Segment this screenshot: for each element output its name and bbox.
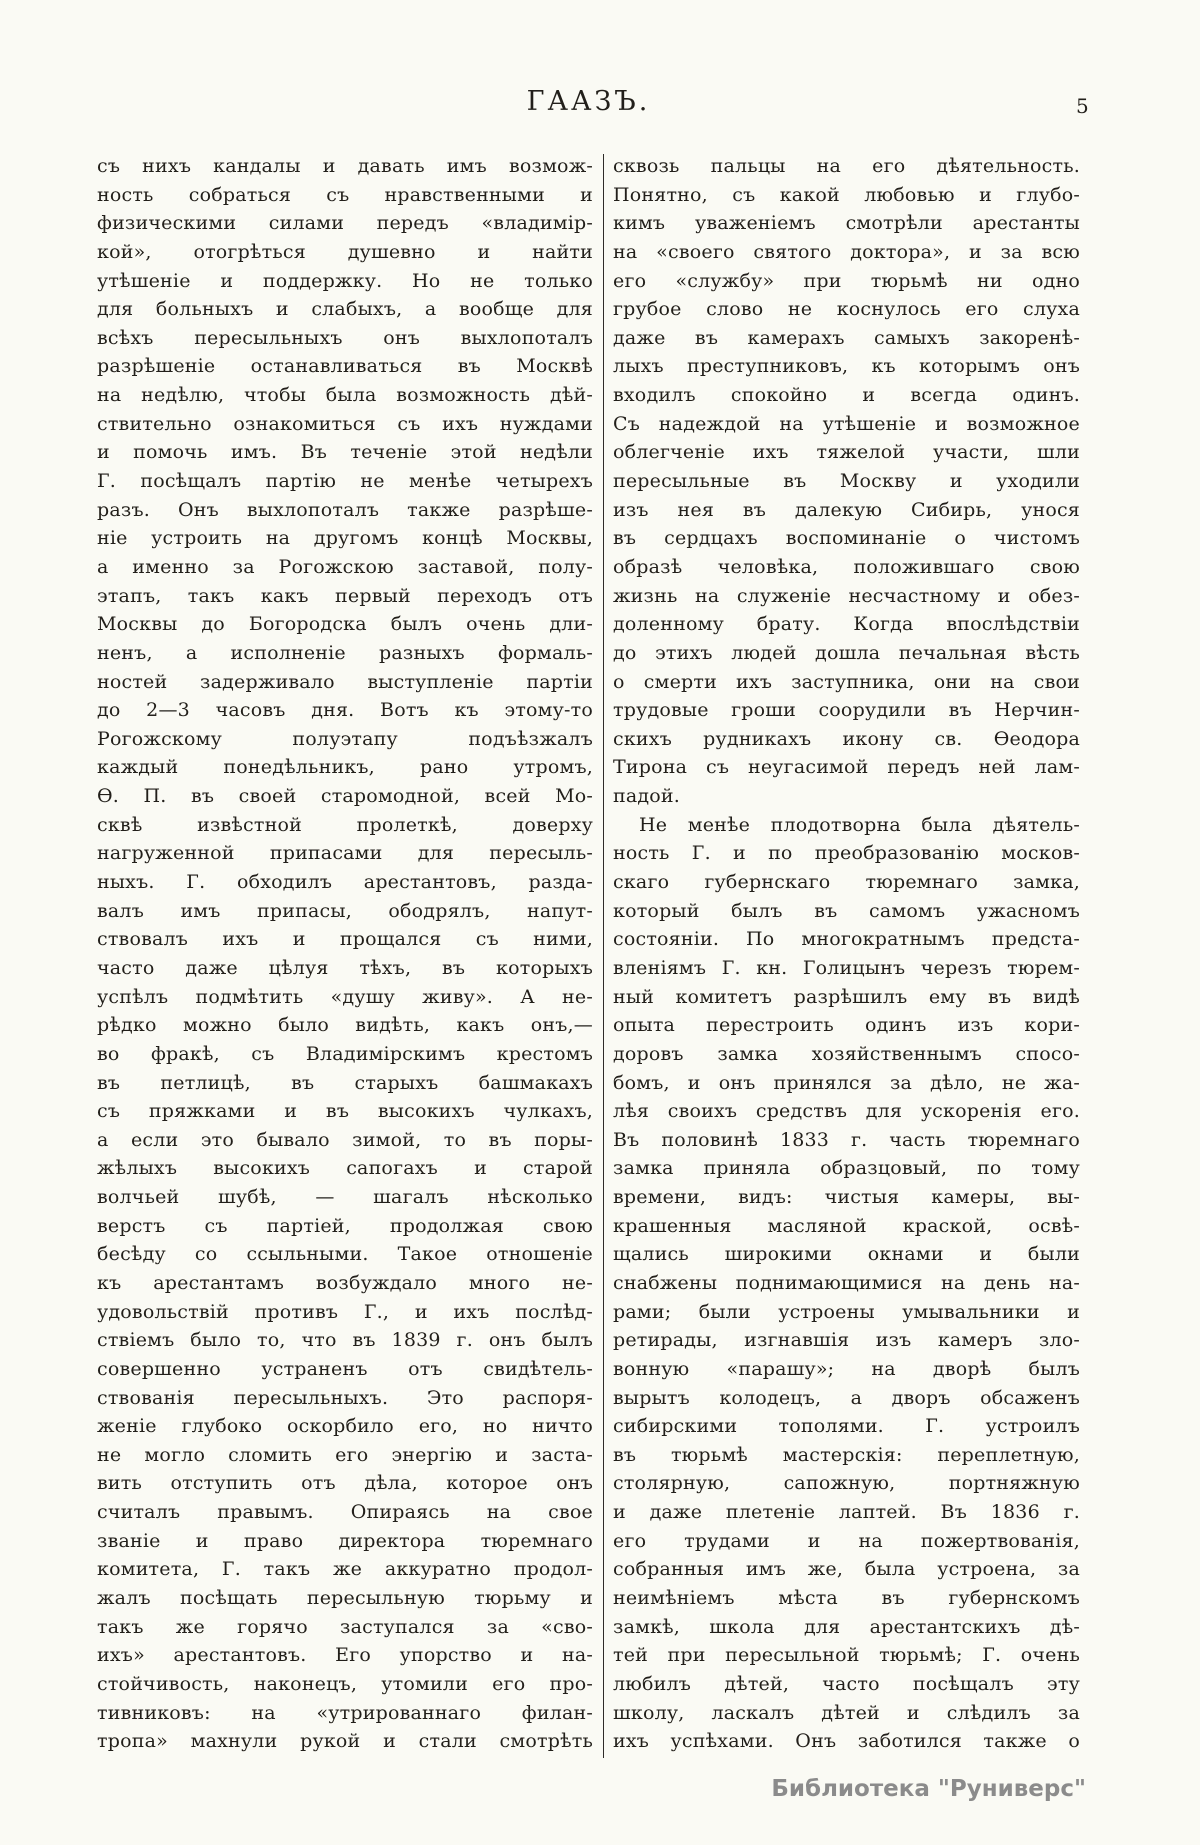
text-line: ихъ успѣхами. Онъ заботился также о <box>613 1730 1080 1753</box>
text-line: неимѣніемъ мѣста въ губернскомъ <box>613 1587 1080 1610</box>
text-line: и помочь имъ. Въ теченіе этой недѣли <box>97 441 593 464</box>
text-line: Тирона съ неугасимой передъ ней лам- <box>613 756 1080 779</box>
text-line: доровъ замка хозяйственнымъ спосо- <box>613 1042 1080 1065</box>
text-line: Ѳ. П. въ своей старомодной, всей Мо- <box>97 785 593 808</box>
text-line: рѣдко можно было видѣть, какъ онъ,— <box>97 1014 593 1037</box>
text-line: ный комитетъ разрѣшилъ ему въ видѣ <box>613 985 1080 1008</box>
text-line: для больныхъ и слабыхъ, а вообще для <box>97 298 593 321</box>
text-line: времени, видъ: чистыя камеры, вы- <box>613 1186 1080 1209</box>
text-columns <box>97 152 1080 1758</box>
text-line: Рогожскому полуэтапу подъѣзжалъ <box>97 727 593 750</box>
text-line: Москвы до Богородска былъ очень дли- <box>97 613 593 636</box>
text-line: Съ надеждой на утѣшеніе и возможное <box>613 412 1080 435</box>
text-line: разрѣшеніе останавливаться въ Москвѣ <box>97 355 593 378</box>
text-line: сибирскими тополями. Г. устроилъ <box>613 1415 1080 1438</box>
text-line: жизнь на служеніе несчастному и обез- <box>613 584 1080 607</box>
text-line: званіе и право директора тюремнаго <box>97 1529 593 1552</box>
text-line: считалъ правымъ. Опираясь на свое <box>97 1501 593 1524</box>
text-line: съ нихъ кандалы и давать имъ возмож- <box>97 155 593 177</box>
text-line: а именно за Рогожскою заставой, полу- <box>97 555 593 578</box>
text-line: его трудами и на пожертвованія, <box>613 1529 1080 1552</box>
left-column <box>97 152 593 1758</box>
page-title: ГААЗЪ. <box>526 86 651 117</box>
text-line: женіе глубоко оскорбило его, но ничто <box>97 1415 593 1438</box>
text-line: образѣ человѣка, положившаго свою <box>613 555 1080 578</box>
library-watermark: Библиотека "Руниверс" <box>771 1776 1086 1802</box>
text-line: Въ половинѣ 1833 г. часть тюремнаго <box>613 1128 1080 1151</box>
text-line: тивниковъ: на «утрированнаго филан- <box>97 1701 593 1724</box>
text-line: столярную, сапожную, портняжную <box>613 1472 1080 1495</box>
text-line: состояніи. По многократнымъ предста- <box>613 928 1080 951</box>
text-line: ихъ» арестантовъ. Его упорство и на- <box>97 1644 593 1667</box>
text-line: опыта перестроить одинъ изъ кори- <box>613 1014 1080 1037</box>
text-line: тропа» махнули рукой и стали смотрѣть <box>97 1730 593 1753</box>
text-line: на «своего святого доктора», и за всю <box>613 240 1080 263</box>
text-line: жѣлыхъ высокихъ сапогахъ и старой <box>97 1157 593 1180</box>
text-line: ствительно ознакомиться съ ихъ нуждами <box>97 412 593 435</box>
text-line: вонную «парашу»; на дворѣ былъ <box>613 1357 1080 1380</box>
text-line: грубое слово не коснулось его слуха <box>613 298 1080 321</box>
text-line: физическими силами передъ «владимір- <box>97 212 593 235</box>
text-line: который былъ въ самомъ ужасномъ <box>613 899 1080 922</box>
text-line: лѣя своихъ средствъ для ускоренія его. <box>613 1100 1080 1123</box>
text-line: замкѣ, школа для арестантскихъ дѣ- <box>613 1615 1080 1638</box>
text-line: Г. посѣщалъ партію не менѣе четырехъ <box>97 470 593 493</box>
text-line: въ тюрьмѣ мастерскія: переплетную, <box>613 1443 1080 1466</box>
text-line: ность собраться съ нравственными и <box>97 183 593 206</box>
text-line: скихъ рудникахъ икону св. Ѳеодора <box>613 727 1080 750</box>
text-line: даже въ камерахъ самыхъ закоренѣ- <box>613 326 1080 349</box>
text-line: этапъ, такъ какъ первый переходъ отъ <box>97 584 593 607</box>
text-line: до 2—3 часовъ дня. Вотъ къ этому-то <box>97 699 593 722</box>
text-line: волчьей шубѣ, — шагалъ нѣсколько <box>97 1186 593 1209</box>
text-line: каждый понедѣльникъ, рано утромъ, <box>97 756 593 779</box>
text-line: комитета, Г. такъ же аккуратно продол- <box>97 1558 593 1581</box>
text-line: утѣшеніе и поддержку. Но не только <box>97 269 593 292</box>
text-line: удовольствій противъ Г., и ихъ послѣд- <box>97 1300 593 1323</box>
text-line: доленному брату. Когда впослѣдствіи <box>613 613 1080 636</box>
text-line: успѣлъ подмѣтить «душу живу». А не- <box>97 985 593 1008</box>
text-line: о смерти ихъ заступника, они на свои <box>613 670 1080 693</box>
text-line: часто даже цѣлуя тѣхъ, въ которыхъ <box>97 956 593 979</box>
text-line: ненъ, а исполненіе разныхъ формаль- <box>97 641 593 664</box>
text-line: жалъ посѣщать пересыльную тюрьму и <box>97 1587 593 1610</box>
text-line: Понятно, съ какой любовью и глубо- <box>613 183 1080 206</box>
text-line: рами; были устроены умывальники и <box>613 1300 1080 1323</box>
text-line: его «службу» при тюрьмѣ ни одно <box>613 269 1080 292</box>
text-line: къ арестантамъ возбуждало много не- <box>97 1271 593 1294</box>
text-line: крашенныя масляной краской, освѣ- <box>613 1214 1080 1237</box>
text-line: на недѣлю, чтобы была возможность дѣй- <box>97 384 593 407</box>
text-line: а если это бывало зимой, то въ поры- <box>97 1128 593 1151</box>
text-line: стойчивость, наконецъ, утомили его про- <box>97 1672 593 1695</box>
text-line: ніе устроить на другомъ концѣ Москвы, <box>97 527 593 550</box>
page-number: 5 <box>1076 94 1089 118</box>
text-line: верстъ съ партіей, продолжая свою <box>97 1214 593 1237</box>
text-line: ствіемъ было то, что въ 1839 г. онъ былъ <box>97 1329 593 1352</box>
text-line: вить отступить отъ дѣла, которое онъ <box>97 1472 593 1495</box>
text-line: снабжены поднимающимися на день на- <box>613 1271 1080 1294</box>
text-line: ствованія пересыльныхъ. Это распоря- <box>97 1386 593 1409</box>
text-line: и даже плетеніе лаптей. Въ 1836 г. <box>613 1501 1080 1524</box>
text-line: падой. <box>613 785 681 808</box>
text-line: до этихъ людей дошла печальная вѣсть <box>613 641 1080 664</box>
text-line: школу, ласкалъ дѣтей и слѣдилъ за <box>613 1701 1080 1724</box>
text-line: такъ же горячо заступался за «сво- <box>97 1615 593 1638</box>
text-line: не могло сломить его энергію и заста- <box>97 1443 593 1466</box>
text-line: лыхъ преступниковъ, къ которымъ онъ <box>613 355 1080 378</box>
column-divider-rule <box>603 154 604 1758</box>
text-line: Не менѣе плодотворна была дѣятель- <box>639 813 1080 836</box>
text-line: изъ нея въ далекую Сибирь, унося <box>613 498 1080 521</box>
text-line: бомъ, и онъ принялся за дѣло, не жа- <box>613 1071 1080 1094</box>
text-line: любилъ дѣтей, часто посѣщалъ эту <box>613 1672 1080 1695</box>
text-line: сквозь пальцы на его дѣятельность. <box>613 155 1080 177</box>
text-line: облегченіе ихъ тяжелой участи, шли <box>613 441 1080 464</box>
text-line: въ сердцахъ воспоминаніе о чистомъ <box>613 527 1080 550</box>
text-line: ностей задерживало выступленіе партіи <box>97 670 593 693</box>
text-line: въ петлицѣ, въ старыхъ башмакахъ <box>97 1071 593 1094</box>
text-line: вырытъ колодецъ, а дворъ обсаженъ <box>613 1386 1080 1409</box>
text-line: ретирады, изгнавшія изъ камеръ зло- <box>613 1329 1080 1352</box>
text-line: разъ. Онъ выхлопоталъ также разрѣше- <box>97 498 593 521</box>
text-line: совершенно устраненъ отъ свидѣтель- <box>97 1357 593 1380</box>
text-line: собранныя имъ же, была устроена, за <box>613 1558 1080 1581</box>
text-line: кой», отогрѣться душевно и найти <box>97 240 593 263</box>
text-line: ность Г. и по преобразованію москов- <box>613 842 1080 865</box>
text-line: трудовые гроши соорудили въ Нерчин- <box>613 699 1080 722</box>
text-line: валъ имъ припасы, ободрялъ, напут- <box>97 899 593 922</box>
text-line: бесѣду со ссыльными. Такое отношеніе <box>97 1243 593 1266</box>
text-line: во фракѣ, съ Владимірскимъ крестомъ <box>97 1042 593 1065</box>
text-line: входилъ спокойно и всегда одинъ. <box>613 384 1080 407</box>
text-line: ствовалъ ихъ и прощался съ ними, <box>97 928 593 951</box>
text-line: кимъ уваженіемъ смотрѣли арестанты <box>613 212 1080 235</box>
text-line: вленіямъ Г. кн. Голицынъ черезъ тюрем- <box>613 956 1080 979</box>
text-line: сквѣ извѣстной пролеткѣ, доверху <box>97 813 593 836</box>
text-line: всѣхъ пересыльныхъ онъ выхлопоталъ <box>97 326 593 349</box>
text-line: замка приняла образцовый, по тому <box>613 1157 1080 1180</box>
text-line: съ пряжками и въ высокихъ чулкахъ, <box>97 1100 593 1123</box>
text-line: ныхъ. Г. обходилъ арестантовъ, разда- <box>97 871 593 894</box>
text-line: скаго губернскаго тюремнаго замка, <box>613 871 1080 894</box>
right-column <box>613 152 1080 1758</box>
text-line: щались широкими окнами и были <box>613 1243 1080 1266</box>
text-line: нагруженной припасами для пересыль- <box>97 842 593 865</box>
text-line: тей при пересыльной тюрьмѣ; Г. очень <box>613 1644 1080 1667</box>
text-line: пересыльные въ Москву и уходили <box>613 470 1080 493</box>
